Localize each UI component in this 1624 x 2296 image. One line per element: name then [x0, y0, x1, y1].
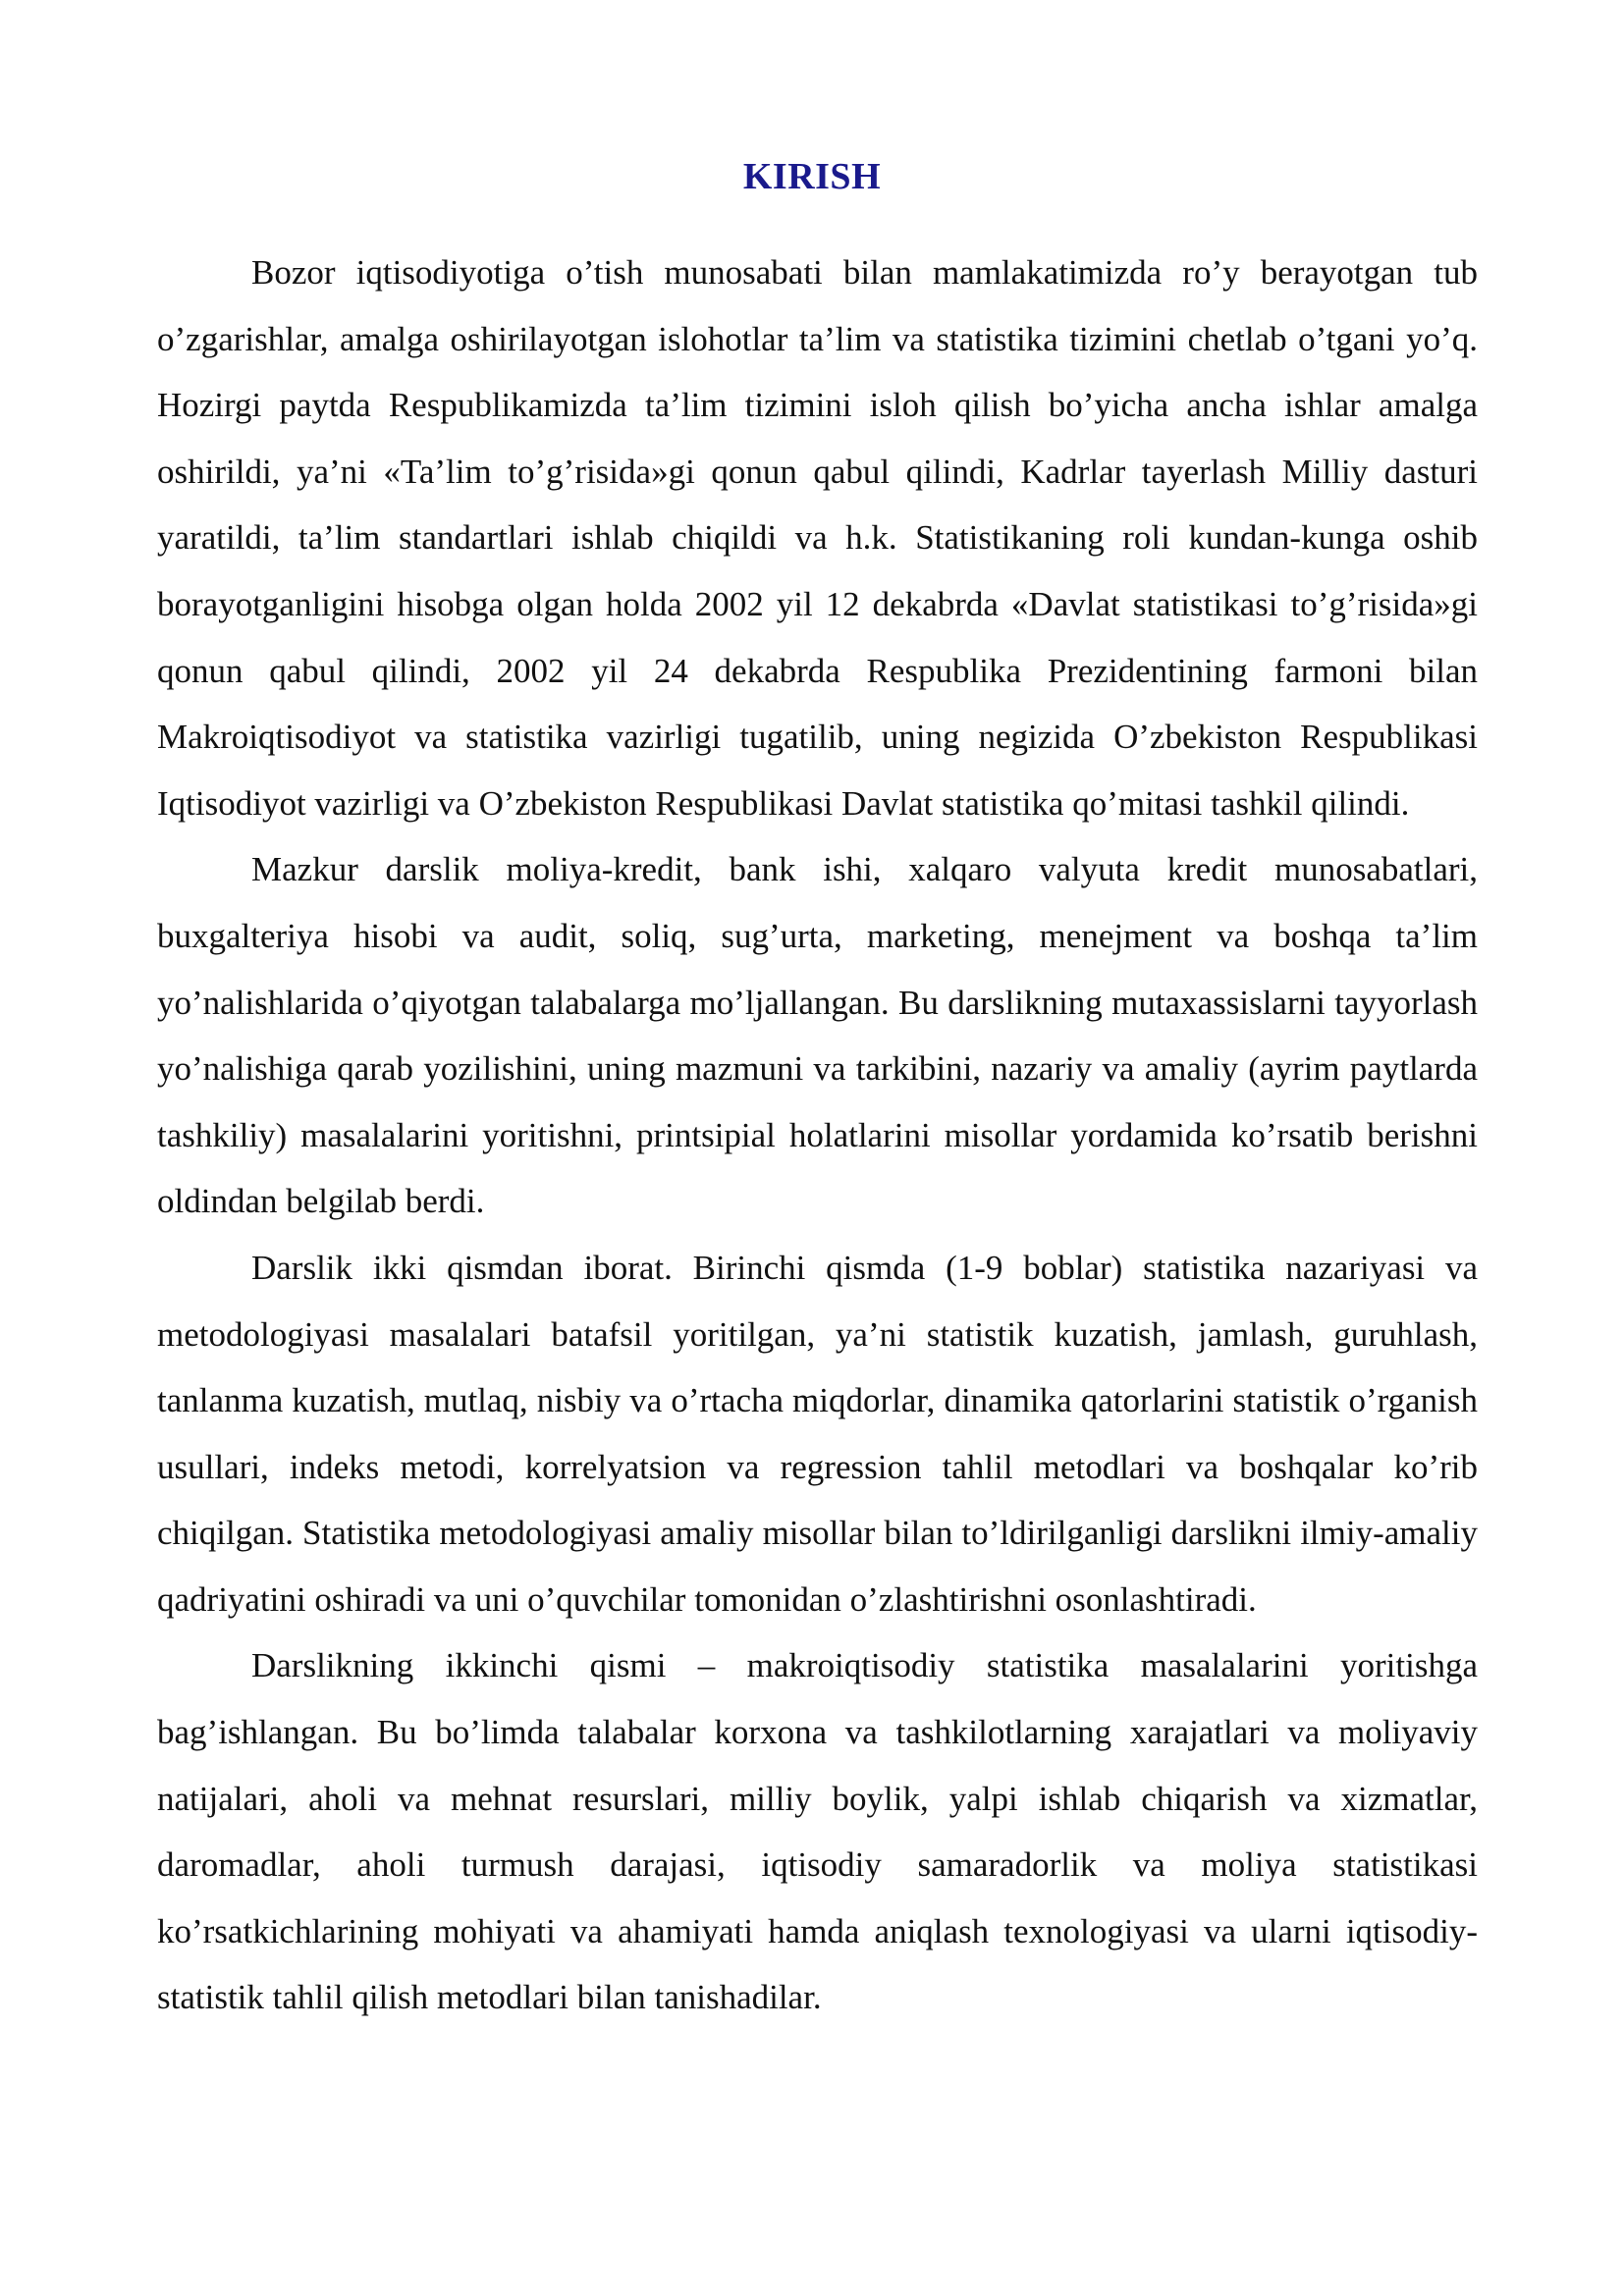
paragraph-intro: Bozor iqtisodiyotiga o’tish munosabati bilan mamlakatimizda ro’y berayotgan tub o’zgarishlar, amalga oshirilayotgan islohotlar ta’lim va statistika tizimini chetlab o’tgani yo’q. Hozirgi paytda Respublikamizda ta’lim tizimini isloh qilish bo’yicha ancha ishlar amalga oshirildi, ya’ni «Ta’lim to’g’risida»gi qonun qabul qilindi, Kadrlar tayerlash Milliy dasturi yaratildi, ta’lim standartlari ishlab chiqildi va h.k. Statistikaning roli kundan-kunga oshib borayotganligini hisobga olgan holda 2002 yil 12 dekabrda «Davlat statistikasi to’g’risida»gi qonun qabul qilindi, 2002 yil 24 dekabrda Respublika Prezidentining farmoni bilan Makroiqtisodiyot va statistika vazirligi tugatilib, uning negizida O’zbekiston Respublikasi Iqtisodiyot vazirligi va O’zbekiston Respublikasi Davlat statistika qo’mitasi tashkil qilindi. [157, 253, 1478, 823]
paragraph-part-one: Darslik ikki qismdan iborat. Birinchi qismda (1-9 boblar) statistika nazariyasi va metodologiyasi masalalari batafsil yoritilgan, ya’ni statistik kuzatish, jamlash, guruhlash, tanlanma kuzatish, mutlaq, nisbiy va o’rtacha miqdorlar, dinamika qatorlarini statistik o’rganish usullari, indeks metodi, korrelyatsion va regression tahlil metodlari va boshqalar ko’rib chiqilgan. Statistika metodologiyasi amaliy misollar bilan to’ldirilganligi darslikni ilmiy-amaliy qadriyatini oshiradi va uni o’quvchilar tomonidan o’zlashtirishni osonlashtiradi. [157, 1248, 1478, 1619]
page-title: KIRISH [742, 156, 882, 197]
paragraph-part-two: Darslikning ikkinchi qismi – makroiqtisodiy statistika masalalarini yoritishga bag’ishlangan. Bu bo’limda talabalar korxona va tashkilotlarning xarajatlari va moliyaviy natijalari, aholi va mehnat resurslari, milliy boylik, yalpi ishlab chiqarish va xizmatlar, daromadlar, aholi turmush darajasi, iqtisodiy samaradorlik va moliya statistikasi ko’rsatkichlarining mohiyati va ahamiyati hamda aniqlash texnologiyasi va ularni iqtisodiy-statistik tahlil qilish metodlari bilan tanishadilar. [157, 1646, 1478, 2017]
body-text [157, 240, 1478, 2031]
paragraph-audience: Mazkur darslik moliya-kredit, bank ishi, xalqaro valyuta kredit munosabatlari, buxgalteriya hisobi va audit, soliq, sug’urta, marketing, menejment va boshqa ta’lim yo’nalishlarida o’qiyotgan talabalarga mo’ljallangan. Bu darslikning mutaxassislarni tayyorlash yo’nalishiga qarab yozilishini, uning mazmuni va tarkibini, nazariy va amaliy (ayrim paytlarda tashkiliy) masalalarini yoritishni, printsipial holatlarini misollar yordamida ko’rsatib berishni oldindan belgilab berdi. [157, 850, 1478, 1221]
